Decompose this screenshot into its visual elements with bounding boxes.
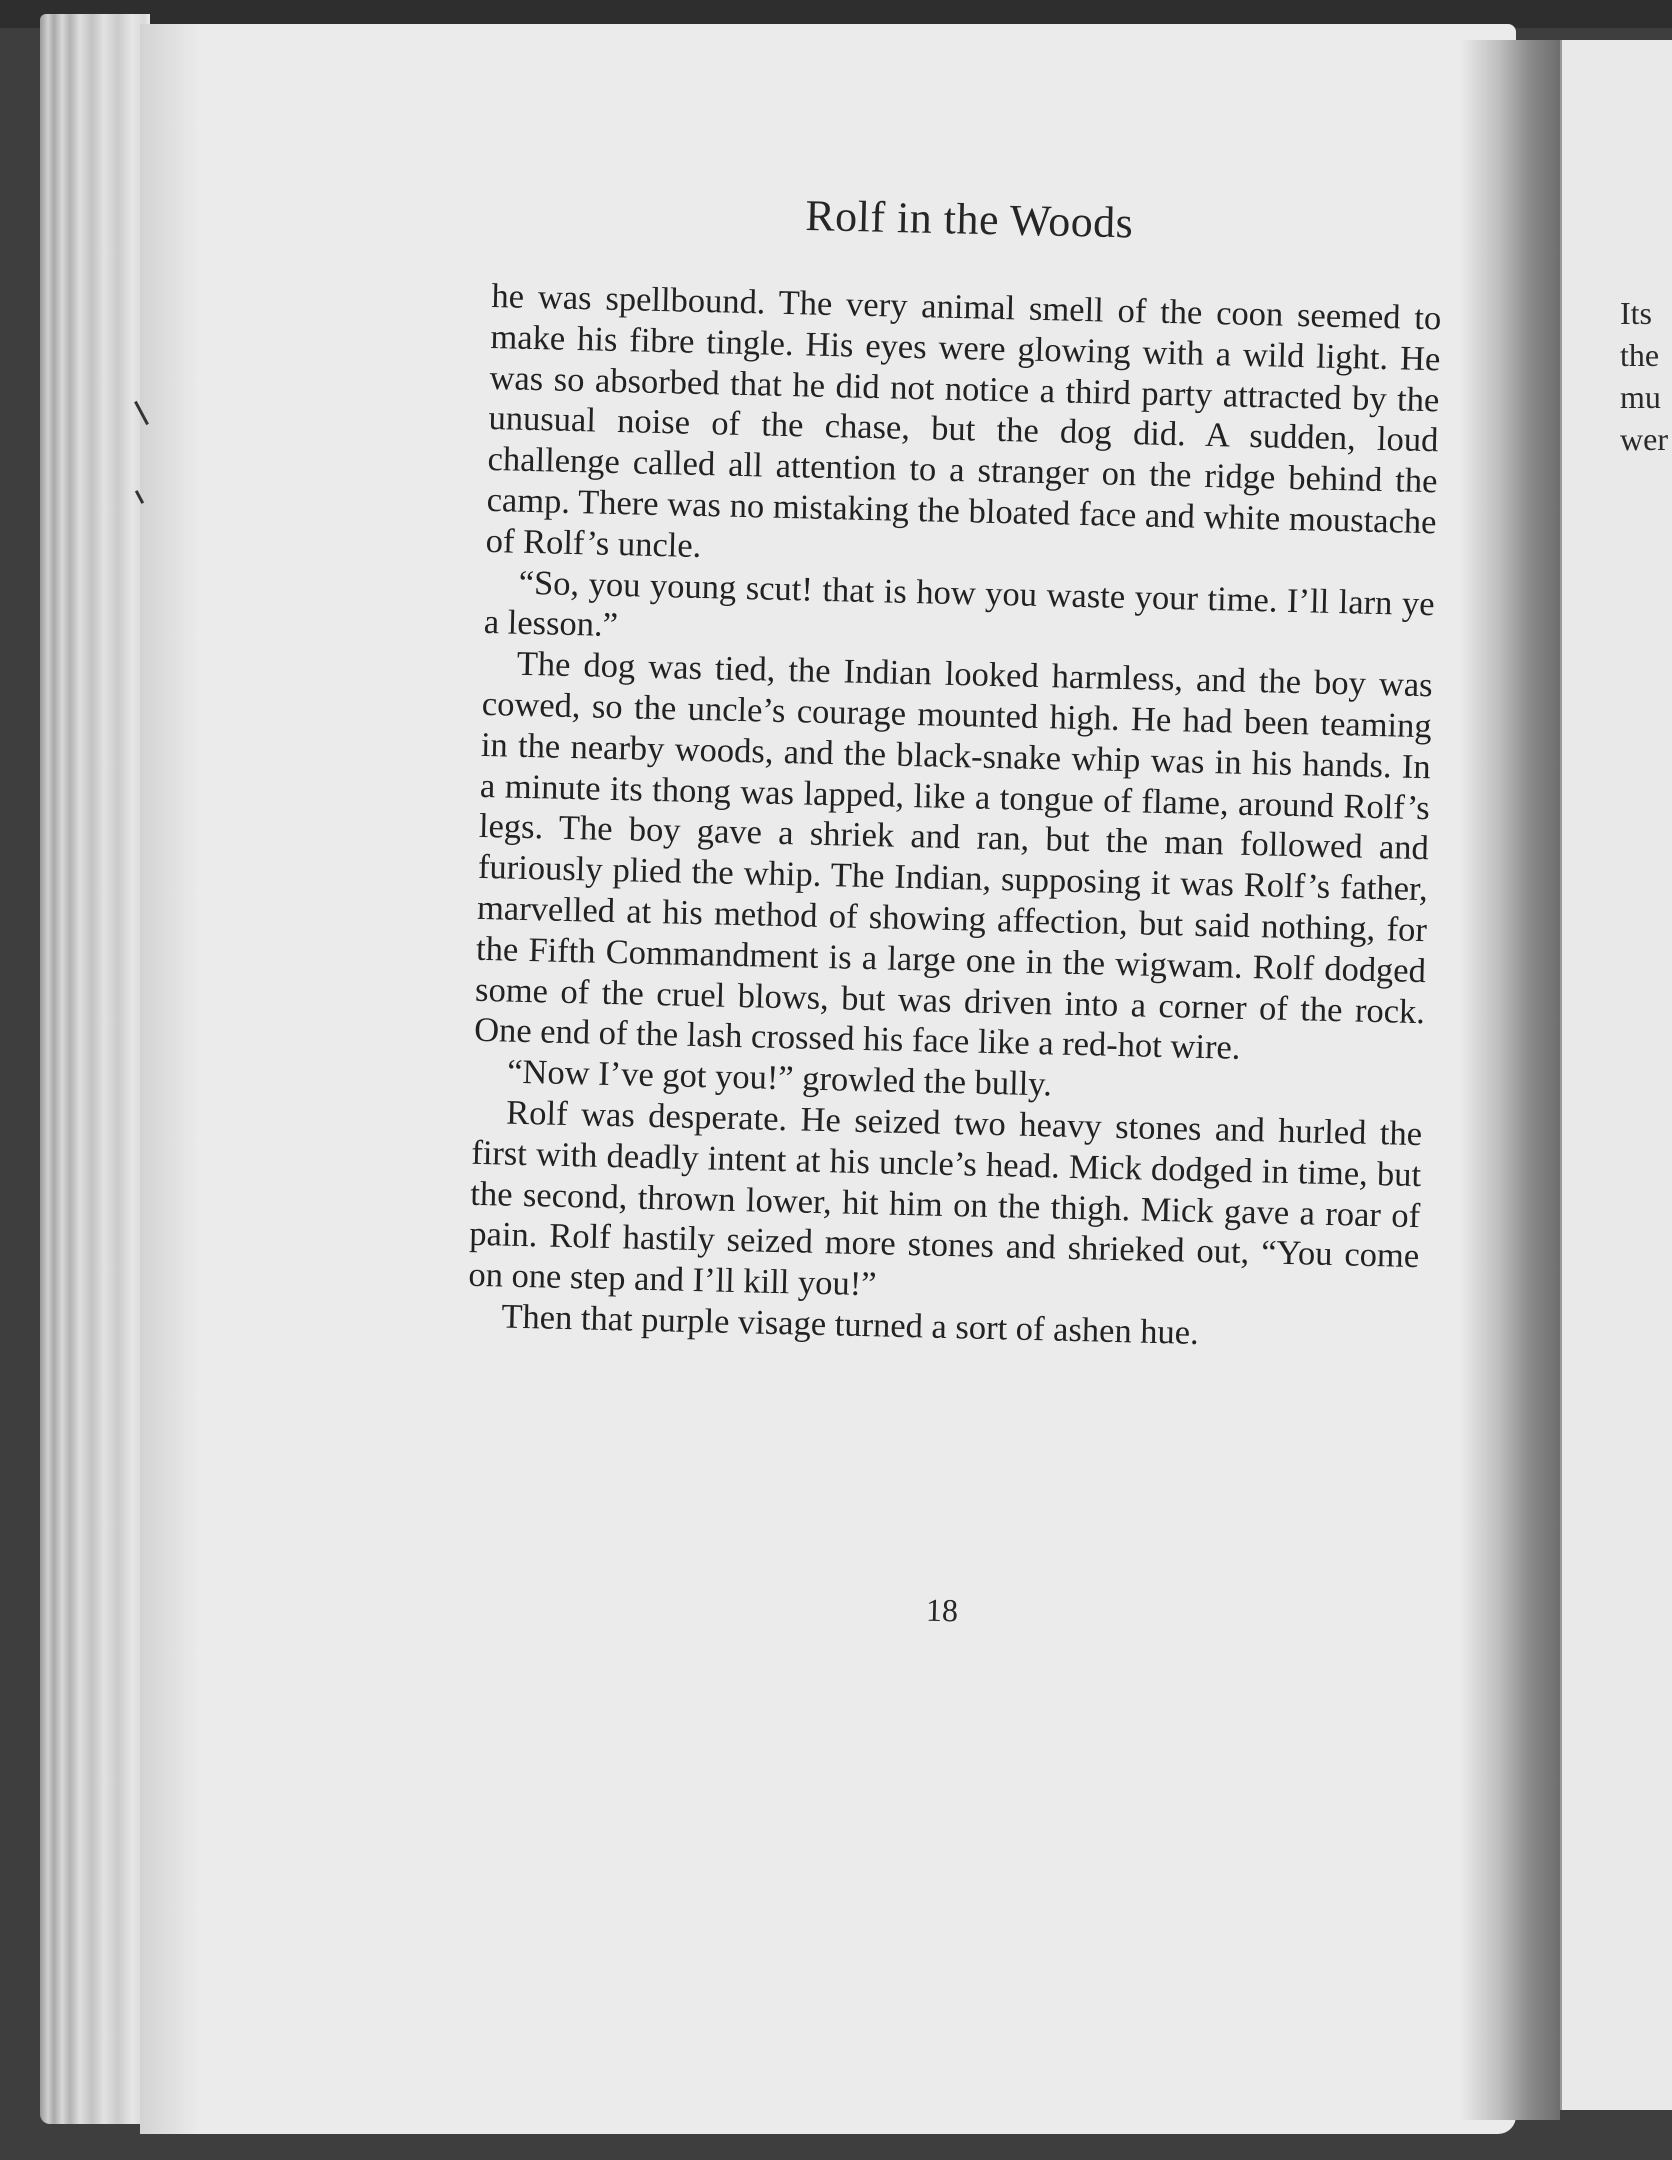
paragraph: “So, you young scut! that is how you waste your time. I’ll larn ye a lesson.” [483, 563, 1435, 645]
paragraph: “Now I’ve got you!” growled the bully. [506, 1052, 1053, 1104]
running-head: Rolf in the Woods [804, 190, 1134, 248]
book-gutter [1460, 40, 1560, 2120]
page-shadow [140, 24, 200, 2134]
next-page-line: Its [1620, 295, 1652, 331]
paragraph: he was spellbound. The very animal smell of the coon seemed to make his fibre tingle. His eyes were glowing with a wild light. He was so absorbed that he did not notice a third party attracted by the unusual noise of the chase, but the dog did. A sudden, loud challenge called all attention to a stranger on the ridge behind the camp. There was no mistaking the bloated face and white moustache of Rolf’s uncle. [485, 276, 1442, 565]
next-page-text [1620, 292, 1672, 460]
page-number: 18 [925, 1591, 959, 1629]
paragraph: Rolf was desperate. He seized two heavy stones and hurled the first with deadly intent at his uncle’s head. Mick dodged in time, but the second, thrown lower, hit him on the thigh. Mick gave a roar of pain. Rolf hastily seized more stones and shrieked out, “You come on one step and I’ll kill you!” [468, 1093, 1423, 1304]
book-page-edges [40, 14, 150, 2124]
paragraph: The dog was tied, the Indian looked harmless, and the boy was cowed, so the uncle’s courage mounted high. He had been teaming in the nearby woods, and the black-snake whip was in his hands. In a minute its thong was lapped, like a tongue of flame, around Rolf’s legs. The boy gave a shriek and ran, but the man followed and furiously plied the whip. The Indian, supposing it was Rolf’s father, marvelled at his method of showing affection, but said nothing, for the Fifth Commandment is a large one in the wigwam. Rolf dodged some of the cruel blows, but was driven into a corner of the rock. One end of the lash crossed his face like a red-hot wire. [473, 644, 1434, 1068]
next-page-line: wer [1620, 421, 1668, 457]
paragraph: Then that purple visage turned a sort of ashen hue. [501, 1297, 1200, 1352]
next-page-line: mu [1620, 379, 1661, 415]
body-text [467, 276, 1442, 1359]
next-page-line: the [1620, 337, 1660, 373]
